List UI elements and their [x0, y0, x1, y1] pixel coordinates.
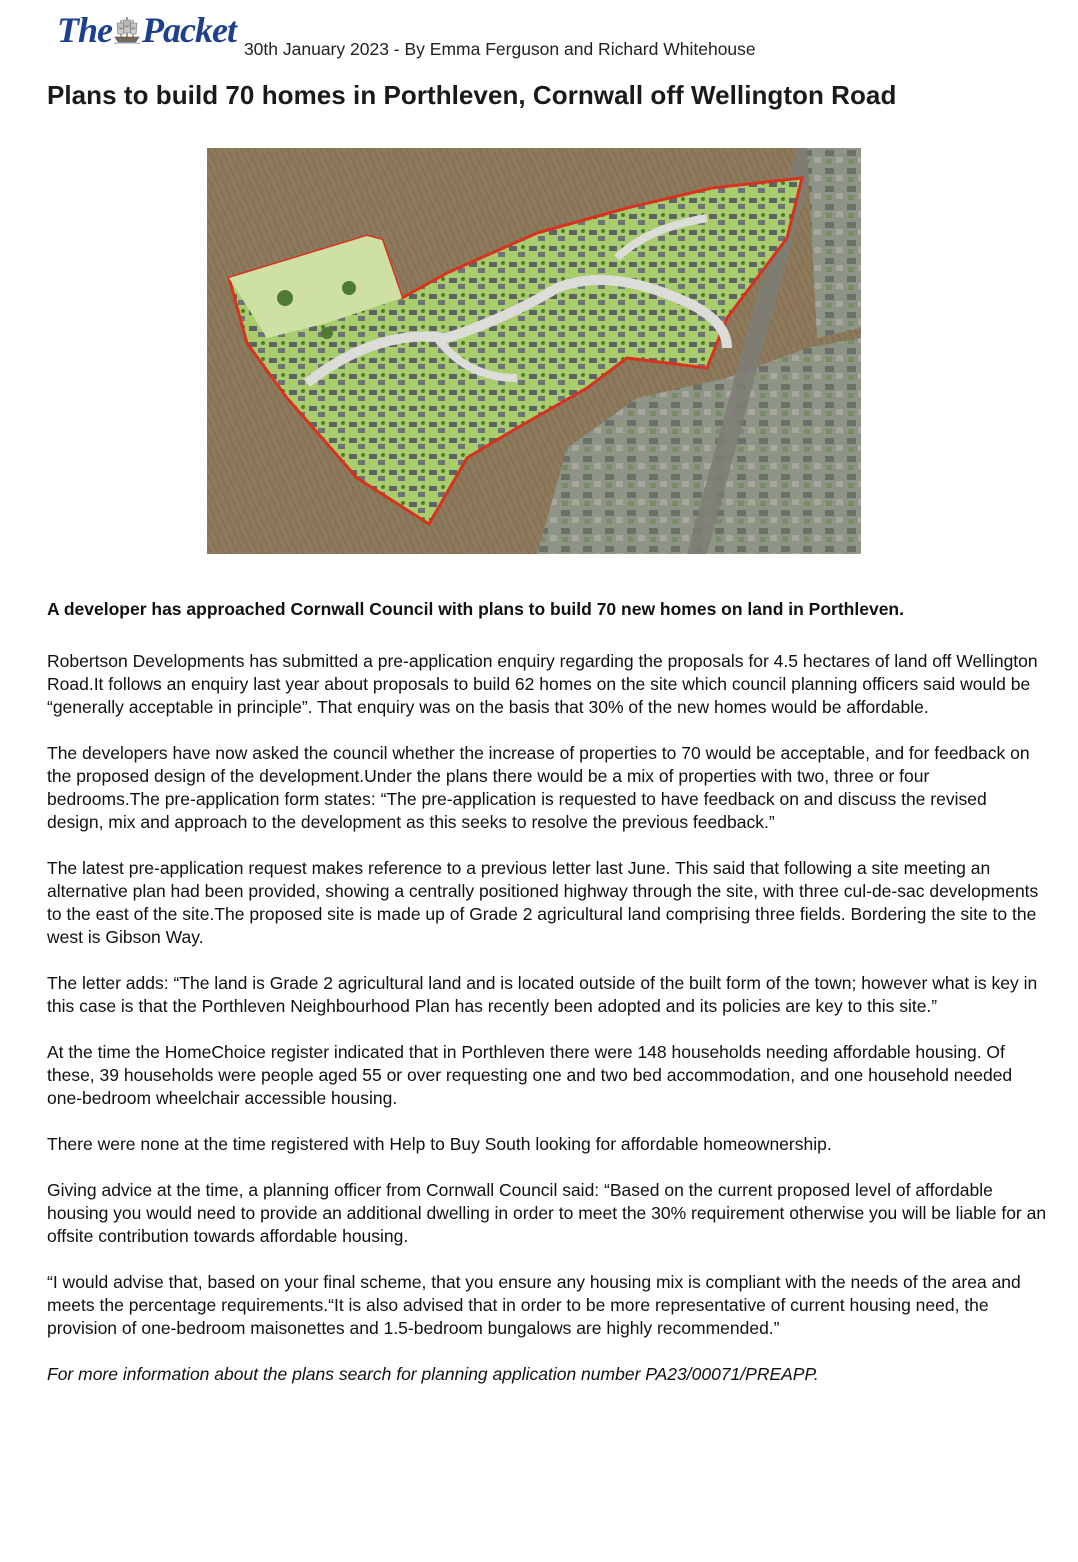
masthead [57, 6, 756, 62]
ship-icon [114, 15, 140, 45]
article-paragraph: At the time the HomeChoice register indicated that in Porthleven there were 148 households needing affordable housing. Of these, 39 households were people aged 55 or over requesting one and two bed accommodation, and one household needed one-bedroom wheelchair accessible housing. [47, 1042, 1013, 1108]
tree [321, 327, 333, 339]
newspaper-logo[interactable] [57, 10, 236, 50]
publish-date: 30th January 2023 [243, 39, 389, 59]
article-paragraph: The developers have now asked the council whether the increase of properties to 70 would be acceptable, and for feedback on the proposed design of the development.Under the plans there would be a mix of properties with two, three or four bedrooms.The pre-application form states: “The pre-application is requested to have feedback on and discuss the revised design, mix and approach to the development as this seeks to resolve the previous feedback.” [47, 743, 1030, 832]
article-paragraph: The letter adds: “The land is Grade 2 agricultural land and is located outside of the built form of the town; however what is key in this case is that the Porthleven Neighbourhood Plan has recently been adopted and its policies are key to this site.” [47, 973, 1038, 1016]
article-lead: A developer has approached Cornwall Council with plans to build 70 new homes on land in Porthleven. [47, 599, 904, 619]
article-paragraph: “I would advise that, based on your final scheme, that you ensure any housing mix is compliant with the needs of the area and meets the percentage requirements.“It is also advised that in order to be more representative of current housing need, the provision of one-bedroom maisonettes and 1.5-bedroom bungalows are highly recommended.” [47, 1272, 1021, 1338]
aerial-site-plan-map [207, 148, 861, 554]
site-plan-image [207, 148, 861, 554]
article-paragraph: Giving advice at the time, a planning officer from Cornwall Council said: “Based on the current proposed level of affordable housing you would need to provide an additional dwelling in order to meet the 30% requirement otherwise you will be liable for an offsite contribution towards affordable housing. [47, 1180, 1047, 1246]
byline: By Emma Ferguson and Richard Whitehouse [404, 39, 756, 59]
article-paragraph: The latest pre-application request makes reference to a previous letter last June. This said that following a site meeting an alternative plan had been provided, showing a centrally positioned highway through the site, with three cul-de-sac developments to the east of the site.The proposed site is made up of Grade 2 agricultural land comprising three fields. Bordering the site to the west is Gibson Way. [47, 858, 1039, 947]
tree [342, 281, 356, 295]
article-title: Plans to build 70 homes in Porthleven, Cornwall off Wellington Road [47, 80, 897, 110]
dateline-separator: - [388, 39, 405, 59]
article-footer-note: For more information about the plans search for planning application number PA23/00071/PREAPP. [47, 1364, 819, 1384]
article-paragraph: Robertson Developments has submitted a pre-application enquiry regarding the proposals for 4.5 hectares of land off Wellington Road.It follows an enquiry last year about proposals to build 62 homes on the site which council planning officers said would be “generally acceptable in principle”. That enquiry was on the basis that 30% of the new homes would be affordable. [47, 651, 1038, 717]
logo-text-packet: Packet [142, 10, 236, 50]
article-paragraph: There were none at the time registered with Help to Buy South looking for affordable homeownership. [47, 1134, 832, 1154]
dateline [244, 39, 756, 60]
article-body [47, 598, 1047, 1409]
tree [277, 290, 293, 306]
logo-text-the: The [57, 10, 112, 50]
